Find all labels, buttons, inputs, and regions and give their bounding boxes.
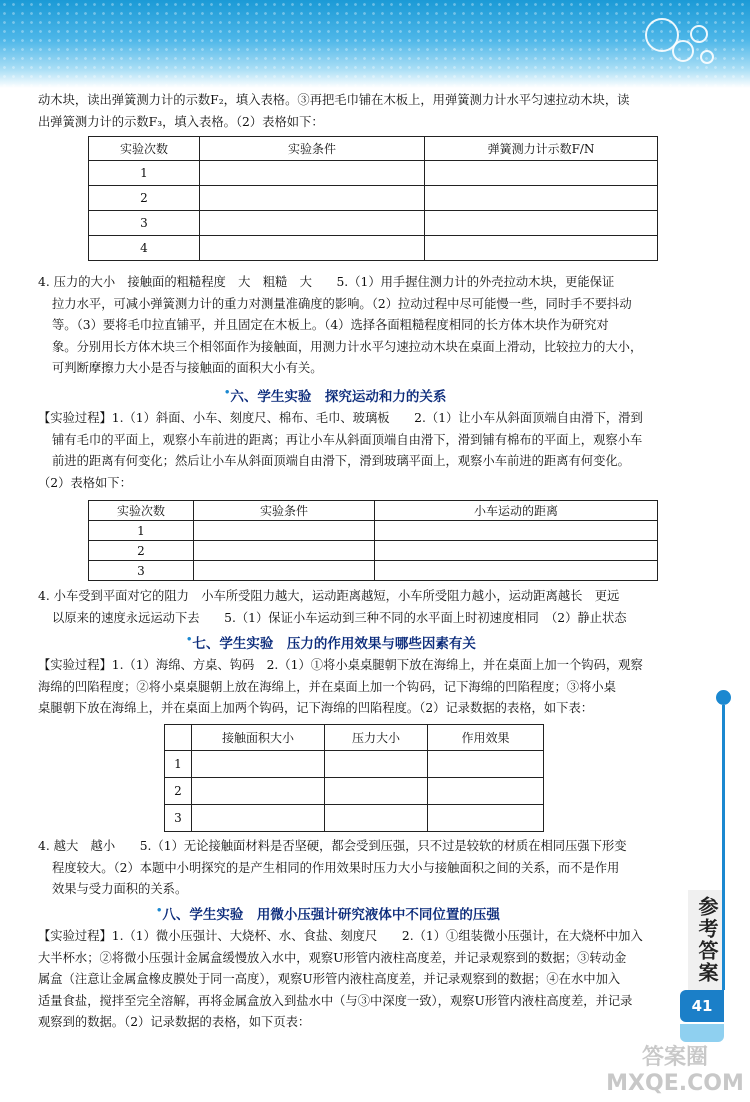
table-header: 实验次数 [89,137,200,161]
table-row [165,751,544,778]
table-cell: 3 [165,805,192,832]
intro-text [38,90,674,133]
table-cell [375,521,658,541]
text-line: 拉力水平，可减小弹簧测力计的重力对测量准确度的影响。（2）拉动过程中尽可能慢一些，同时手不要抖动 [52,296,632,311]
table-header: 实验条件 [200,137,425,161]
table-cell [192,778,325,805]
table-cell [428,751,544,778]
page-number-tab [680,1024,724,1042]
table-header: 作用效果 [428,725,544,751]
table-header: 接触面积大小 [192,725,325,751]
section-heading: •八、学生实验 用微小压强计研究液体中不同位置的压强 [156,905,500,923]
table-pressure [164,724,544,832]
table-header: 小车运动的距离 [375,501,658,521]
text-line: 动木块，读出弹簧测力计的示数F₂，填入表格。③再把毛巾铺在木板上，用弹簧测力计水平匀速拉动木块，读 [38,93,630,107]
table-cell [428,805,544,832]
table-header [165,725,192,751]
sidebar-dot [716,690,731,705]
sidebar-label: 参考答案 [688,890,722,990]
text-line: 观察到的数据。（2）记录数据的表格，如下页表： [38,1015,311,1029]
table-cell [425,161,658,186]
section-heading: •六、学生实验 探究运动和力的关系 [224,387,447,405]
text-line: 【实验过程】1.（1）微小压强计、大烧杯、水、食盐、刻度尺 2.（1）①组装微小压强计，在大烧杯中加入 [38,929,643,943]
section-title: 七、学生实验 压力的作用效果与哪些因素有关 [192,636,476,652]
table-cell: 1 [89,161,200,186]
table-cell [200,161,425,186]
table-cell [425,236,658,261]
table-cell [325,778,428,805]
table-row [89,211,658,236]
table-header: 压力大小 [325,725,428,751]
watermark [600,1045,750,1102]
table-row [165,778,544,805]
table-cell [200,236,425,261]
text-line: 程度较大。（2）本题中小明探究的是产生相同的作用效果时压力大小与接触面积之间的关系，而不是作用 [52,860,620,875]
watermark-line: MXQE.COM [606,1071,744,1096]
text-line: 【实验过程】1.（1）斜面、小车、刻度尺、棉布、毛巾、玻璃板 2.（1）让小车从斜面顶端自由滑下，滑到 [38,411,643,425]
bubble-icon [690,25,708,43]
table-cell [375,561,658,581]
table-cell: 4 [89,236,200,261]
bubble-icon [672,40,694,62]
text-line: 前进的距离有何变化；然后让小车从斜面顶端自由滑下，滑到玻璃平面上，观察小车前进的距离有何变化。 [52,454,630,468]
header-banner [0,0,750,88]
table-header: 实验次数 [89,501,194,521]
page-number: 41 [680,990,724,1022]
table-cell: 1 [89,521,194,541]
text-line: 可判断摩擦力大小是否与接触面的面积大小有关。 [52,361,323,375]
section-heading: •七、学生实验 压力的作用效果与哪些因素有关 [186,634,476,652]
text-line: 4. 越大 越小 5.（1）无论接触面材料是否坚硬，都会受到压强，只不过是较软的材质在相同压强下形变 [38,839,627,853]
table-cell [194,561,375,581]
text-line: 等。（3）要将毛巾拉直铺平，并且固定在木板上。（4）选择各面粗糙程度相同的长方体木块作为研究对 [52,318,609,332]
text-line: 4. 小车受到平面对它的阻力 小车所受阻力越大，运动距离越短，小车所受阻力越小，运动距离越长 更远 [38,589,620,603]
answers-motion [38,586,674,629]
table-cell: 3 [89,211,200,236]
table-row [165,805,544,832]
text-line: 适量食盐，搅拌至完全溶解，再将金属盒放入到盐水中（与③中深度一致），观察U形管内液柱高度差，并记录 [38,993,633,1008]
section7-text [38,655,674,720]
table-cell [375,541,658,561]
section6-text [38,408,674,494]
table-cell [194,541,375,561]
table-row [89,236,658,261]
section-title: 八、学生实验 用微小压强计研究液体中不同位置的压强 [162,907,500,923]
table-cell [428,778,544,805]
table-cell: 3 [89,561,194,581]
table-cell [194,521,375,541]
table-friction [88,136,658,261]
sidebar-line [722,705,725,990]
table-cell [325,805,428,832]
table-cell [200,211,425,236]
table-cell [192,805,325,832]
table-cell [325,751,428,778]
table-cell: 1 [165,751,192,778]
table-cell [200,186,425,211]
text-line: 属盒（注意让金属盒橡皮膜处于同一高度），观察U形管内液柱高度差，并记录观察到的数据；④在水中加入 [38,972,621,986]
bubble-icon [700,50,714,64]
banner-pattern [0,0,750,88]
table-cell [192,751,325,778]
watermark-line: 答案圈 [641,1045,708,1070]
table-row [89,521,658,541]
answers-pressure [38,836,674,901]
table-row [89,561,658,581]
table-cell [425,186,658,211]
text-line: （2）表格如下： [38,475,132,490]
answers-friction [38,272,674,380]
table-cell: 2 [165,778,192,805]
table-header: 弹簧测力计示数F/N [425,137,658,161]
text-line: 出弹簧测力计的示数F₃，填入表格。（2）表格如下： [38,114,324,129]
text-line: 桌腿朝下放在海绵上，并在桌面上加两个钩码，记下海绵的凹陷程度。（2）记录数据的表格，如下表： [38,701,594,715]
text-line: 以原来的速度永远运动下去 5.（1）保证小车运动到三种不同的水平面上时初速度相同 （2）静止状态 [52,610,627,625]
text-line: 大半杯水；②将微小压强计金属盒缓慢放入水中，观察U形管内液柱高度差，并记录观察到的数据；③转动金 [38,950,627,965]
table-row [89,186,658,211]
table-row [89,541,658,561]
text-line: 象。分别用长方体木块三个相邻面作为接触面，用测力计水平匀速拉动木块在桌面上滑动，比较拉力的大小， [52,339,643,354]
text-line: 铺有毛巾的平面上，观察小车前进的距离；再让小车从斜面顶端自由滑下，滑到铺有棉布的平面上，观察小车 [52,432,643,447]
table-motion [88,500,658,581]
table-cell [425,211,658,236]
text-line: 效果与受力面积的关系。 [52,882,188,896]
table-cell: 2 [89,541,194,561]
section8-text [38,926,674,1034]
table-cell: 2 [89,186,200,211]
section-title: 六、学生实验 探究运动和力的关系 [230,389,447,405]
text-line: 海绵的凹陷程度；②将小桌桌腿朝上放在海绵上，并在桌面上加一个钩码，记下海绵的凹陷程度；③将小桌 [38,679,616,694]
text-line: 【实验过程】1.（1）海绵、方桌、钩码 2.（1）①将小桌桌腿朝下放在海绵上，并在桌面上加一个钩码，观察 [38,658,643,672]
table-header: 实验条件 [194,501,375,521]
text-line: 4. 压力的大小 接触面的粗糙程度 大 粗糙 大 5.（1）用手握住测力计的外壳拉动木块，更能保证 [38,275,615,289]
table-row [89,161,658,186]
